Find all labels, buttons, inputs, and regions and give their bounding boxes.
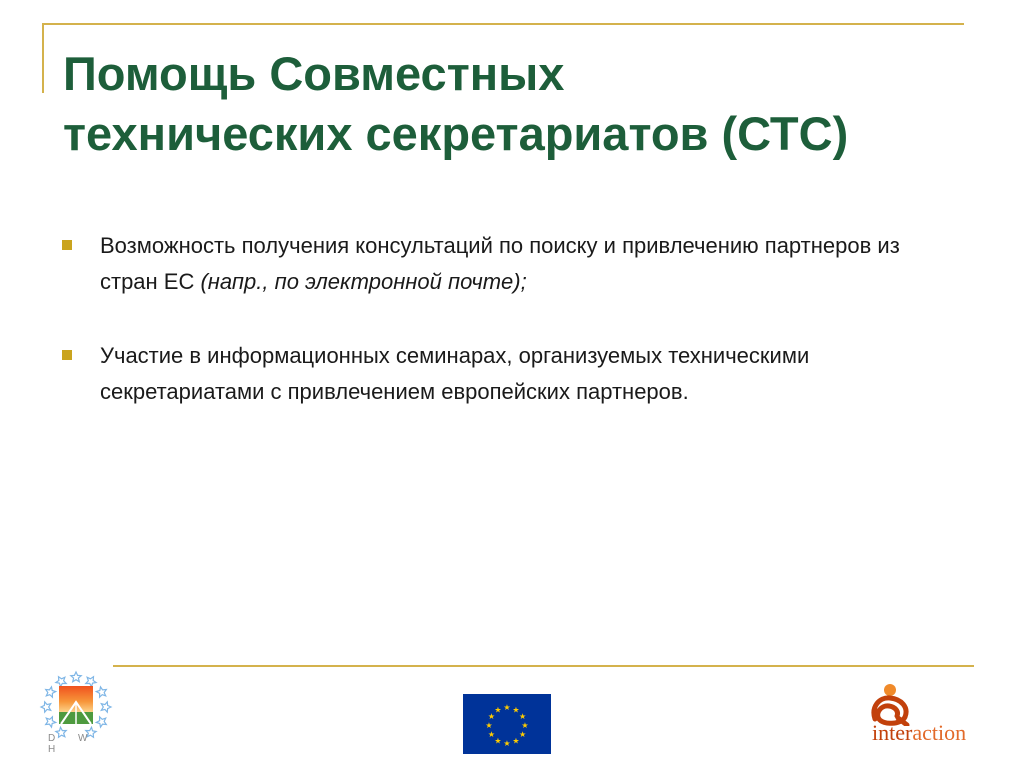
svg-text:★: ★ [494, 736, 502, 746]
svg-text:★: ★ [521, 721, 529, 730]
svg-text:★: ★ [487, 712, 495, 721]
svg-text:★: ★ [519, 730, 527, 739]
interaction-word-inter: inter [872, 720, 913, 745]
svg-text:★: ★ [512, 736, 520, 746]
dwh-label: D W H [48, 733, 98, 755]
svg-text:★: ★ [487, 730, 495, 739]
bullet-item-2 [62, 338, 962, 410]
slide-title-line-2: технических секретариатов (СТС) [63, 107, 849, 160]
bottom-rule [113, 665, 974, 667]
bullet-list [62, 228, 962, 448]
bullet-item-1 [62, 228, 962, 300]
slide-title [63, 44, 1003, 164]
svg-text:★: ★ [512, 705, 520, 715]
interaction-wordmark [872, 720, 966, 746]
left-rule [42, 23, 44, 93]
eu-flag-icon [463, 694, 551, 754]
bullet-text: Участие в информационных семинарах, организуемых техническими секретариатами с привлечением европейских партнеров. [100, 343, 810, 404]
top-rule [42, 23, 964, 25]
svg-text:★: ★ [503, 739, 511, 748]
svg-text:★: ★ [494, 705, 502, 715]
svg-text:★: ★ [519, 712, 527, 721]
svg-text:★: ★ [503, 703, 511, 712]
bullet-italic-text: (напр., по электронной почте); [200, 269, 527, 294]
bullet-marker-icon [62, 240, 72, 250]
svg-text:★: ★ [485, 721, 493, 730]
interaction-word-action: action [912, 720, 967, 745]
slide-title-line-1: Помощь Совместных [63, 47, 565, 100]
bullet-marker-icon [62, 350, 72, 360]
bullet-text: Возможность получения консультаций по поиску и привлечению партнеров из стран ЕС [100, 233, 900, 294]
